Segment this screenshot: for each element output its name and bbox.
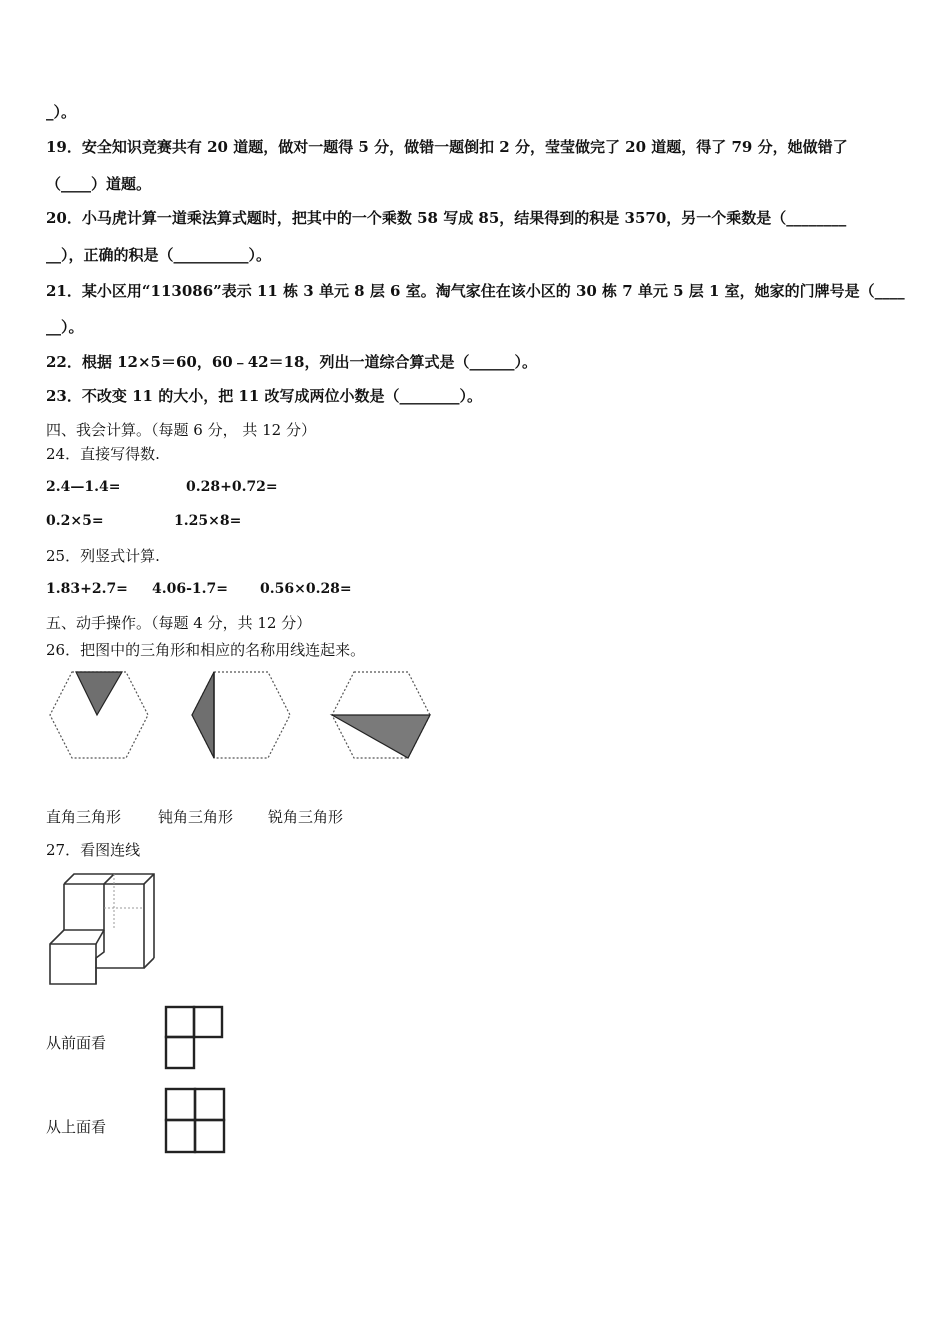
question-21-line-1: 21．某小区用“113086”表示 11 栋 3 单元 8 层 6 室。淘气家住在该小区的 30 栋 7 单元 5 层 1 室，她家的门牌号是（____ (46, 282, 905, 300)
cube-stack-figure (44, 868, 158, 988)
calc-25-b: 4.06-1.7= (152, 581, 228, 597)
question-21-line-2: __）。 (46, 318, 84, 336)
top-view-figure (162, 1086, 228, 1156)
triangle-name-right: 直角三角形 (46, 808, 122, 826)
question-23: 23．不改变 11 的大小，把 11 改写成两位小数是（________）。 (46, 387, 483, 405)
question-19-line-2: （____）道题。 (46, 175, 152, 193)
section-5-heading: 五、动手操作。（每题 4 分，共 12 分） (46, 614, 312, 632)
question-27: 27．看图连线 (46, 841, 141, 859)
front-view-figure (162, 1004, 226, 1072)
calc-24-c: 0.2×5= (46, 513, 104, 529)
question-19-line-1: 19．安全知识竞赛共有 20 道题，做对一题得 5 分，做错一题倒扣 2 分，莹莹做完了 20 道题，得了 79 分，她做错了 (46, 138, 848, 156)
calc-24-a: 2.4—1.4= (46, 479, 121, 495)
hexagon-figure-2 (186, 668, 294, 764)
question-22: 22．根据 12×5＝60，60﹣42＝18，列出一道综合算式是（______）。 (46, 353, 537, 371)
hexagon-figure-3 (328, 668, 434, 764)
calc-24-d: 1.25×8= (174, 513, 242, 529)
hexagon-figure-1 (46, 668, 152, 764)
calc-25-a: 1.83+2.7= (46, 581, 128, 597)
question-24: 24．直接写得数. (46, 445, 160, 463)
triangle-name-obtuse: 钝角三角形 (158, 808, 234, 826)
view-label-top: 从上面看 (46, 1118, 107, 1136)
view-label-front: 从前面看 (46, 1034, 107, 1052)
question-20-line-2: __），正确的积是（__________）。 (46, 246, 272, 264)
section-4-heading: 四、我会计算。（每题 6 分， 共 12 分） (46, 421, 316, 439)
question-26: 26．把图中的三角形和相应的名称用线连起来。 (46, 641, 366, 659)
calc-25-c: 0.56×0.28= (260, 581, 352, 597)
question-20-line-1: 20．小马虎计算一道乘法算式题时，把其中的一个乘数 58 写成 85，结果得到的积是 3570，另一个乘数是（________ (46, 209, 847, 227)
question-25: 25．列竖式计算. (46, 547, 160, 565)
triangle-name-acute: 锐角三角形 (268, 808, 344, 826)
calc-24-b: 0.28+0.72= (186, 479, 278, 495)
continuation-text: _）。 (46, 103, 77, 121)
